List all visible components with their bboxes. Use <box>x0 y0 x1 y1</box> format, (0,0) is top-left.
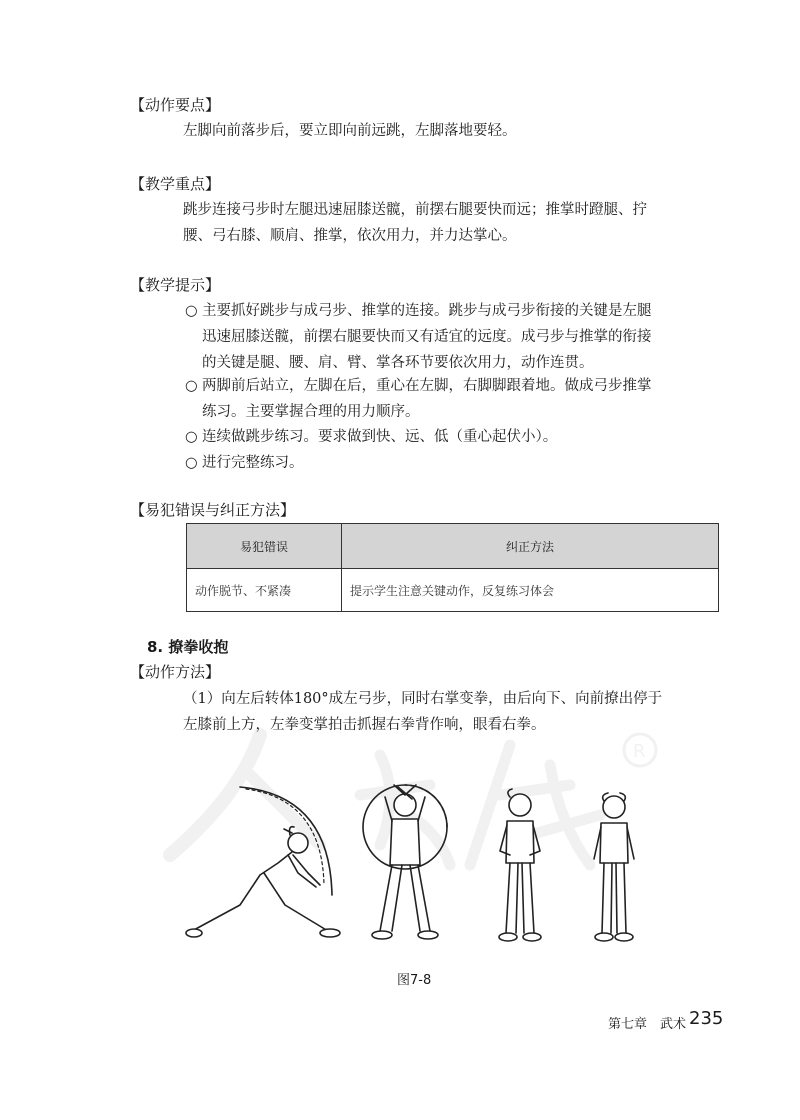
bullet-circle-icon: ○ <box>185 429 198 445</box>
section-heading-key-points: 【动作要点】 <box>130 96 221 114</box>
key-points-line: 左脚向前落步后，要立即向前远跳，左脚落地要轻。 <box>183 123 517 139</box>
figure-fists-waist <box>499 789 541 941</box>
teaching-focus-line: 跳步连接弓步时左腿迅速屈膝送髋，前摆右腿要快而远；推掌时蹬腿、拧 <box>183 202 647 218</box>
bullet-circle-icon: ○ <box>185 455 198 471</box>
section-heading-teaching-focus: 【教学重点】 <box>130 175 221 193</box>
bullet-circle-icon: ○ <box>185 378 198 394</box>
teaching-focus-line: 腰、弓右膝、顺肩、推掌，依次用力，并力达掌心。 <box>183 228 517 244</box>
column-header: 易犯错误 <box>187 524 342 569</box>
section-heading-mistakes: 【易犯错误与纠正方法】 <box>130 501 296 519</box>
method-line: （1）向左后转体180°成左弓步，同时右掌变拳，由后向下、向前撩出停于 <box>183 691 663 707</box>
table-cell: 动作脱节、不紧凑 <box>187 569 342 612</box>
method-line: 左膝前上方，左拳变掌拍击抓握右拳背作响，眼看右拳。 <box>183 717 546 733</box>
table-cell: 提示学生注意关键动作，反复练习体会 <box>342 569 719 612</box>
tip-item: ○ 两脚前后站立，左脚在后，重心在左脚，右脚脚跟着地。做成弓步推掌 练习。主要掌握合理的用力顺序。 <box>185 373 652 425</box>
tip-item: ○ 主要抓好跳步与成弓步、推掌的连接。跳步与成弓步衔接的关键是左腿 迅速屈膝送髋，前摆右腿要快而又有适宜的远度。成弓步与推掌的衔接 的关键是腿、腰、肩、臂、掌各环节要依次用力，动作连贯。 <box>185 298 652 376</box>
tip-item: ○ 进行完整练习。 <box>185 450 304 476</box>
figure-standing <box>594 793 634 941</box>
column-header: 纠正方法 <box>342 524 719 569</box>
move-title: 8. 撩拳收抱 <box>147 638 229 656</box>
tip-item: ○ 连续做跳步练习。要求做到快、远、低（重心起伏小）。 <box>185 424 557 450</box>
section-heading-teaching-tips: 【教学提示】 <box>130 276 221 294</box>
figure-arms-circle <box>363 785 447 939</box>
bullet-circle-icon: ○ <box>185 303 198 319</box>
svg-text:R: R <box>633 741 646 762</box>
chapter-label: 第七章 武术 <box>608 1017 687 1032</box>
section-heading-method: 【动作方法】 <box>130 663 221 681</box>
movement-illustration <box>180 755 650 950</box>
table-row <box>187 569 719 612</box>
mistakes-table <box>186 523 719 612</box>
figure-caption: 图7-8 <box>397 973 432 988</box>
figure-lunge-strike <box>186 787 340 937</box>
page-number: 235 <box>689 1008 724 1029</box>
table-header-row <box>187 524 719 569</box>
